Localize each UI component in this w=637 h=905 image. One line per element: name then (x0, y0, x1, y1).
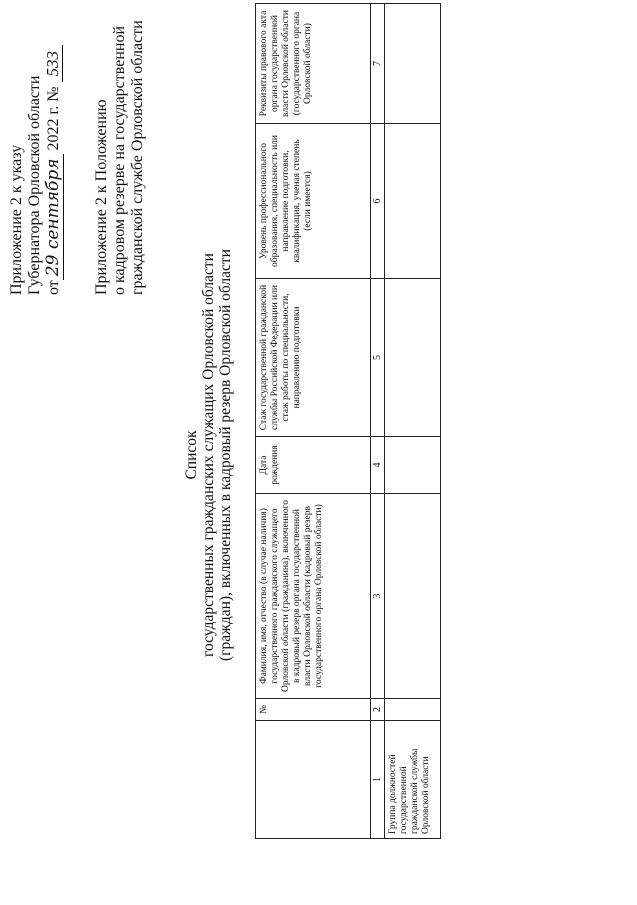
title-line-3: (граждан), включенных в кадровый резерв Орловской области (217, 249, 234, 661)
column-number: 7 (371, 4, 385, 124)
header-cell: № (256, 699, 371, 721)
empty-cell (385, 494, 441, 699)
column-number: 4 (371, 437, 385, 494)
column-number-row (371, 4, 385, 839)
column-number: 5 (371, 279, 385, 437)
header-cell: Стаж государственной гражданской службы Российской Федерации или стаж работы по специальности, направлению подготовки (256, 279, 371, 437)
handwritten-date: 29 сентября (43, 155, 64, 281)
table-header-row (256, 4, 371, 839)
header-cell: Уровень профессионального образования, специальность или направление подготовки, квалификация, ученая степень (если имеется) (256, 124, 371, 279)
header-cell: Реквизиты правового акта органа государственной власти Орловской области (государственного органа Орловской области) (256, 4, 371, 124)
appendix-decree-line: Приложение 2 к указу (8, 144, 25, 295)
empty-cell (385, 437, 441, 494)
column-number: 2 (371, 699, 385, 721)
empty-cell (385, 279, 441, 437)
header-cell: Фамилия, имя, отчество (в случае наличия) государственного гражданского служащего Орловской области (гражданина), включенного в кадровый резерв органа государственной власти Орловской области (кадровый резерв государственного органа Орловской области) (256, 494, 371, 699)
empty-cell (385, 124, 441, 279)
column-number: 3 (371, 494, 385, 699)
header-cell (256, 721, 371, 839)
document-title (183, 125, 234, 785)
reserve-table (255, 3, 441, 839)
regulation-line-2: о кадровом резерве на государственной (111, 25, 128, 295)
title-line-2: государственных гражданских служащих Орловской области (200, 253, 217, 657)
column-number: 6 (371, 124, 385, 279)
handwritten-number: 533 (43, 45, 63, 83)
title-line-1: Список (183, 430, 200, 480)
group-label-cell: Группа должностей государственной гражданской службы Орловской области (385, 721, 441, 839)
date-line: от29 сентября 2022 г. № 533 (44, 5, 63, 295)
appendix-regulation-line: Приложение 2 к Положению (93, 99, 110, 295)
document-header (8, 5, 147, 295)
governor-line: Губернатора Орловской области (26, 75, 43, 295)
table-row (385, 4, 441, 839)
empty-cell (385, 699, 441, 721)
column-number: 1 (371, 721, 385, 839)
header-cell: Дата рождения (256, 437, 371, 494)
regulation-line-3: гражданской службе Орловской области (129, 20, 146, 295)
empty-cell (385, 4, 441, 124)
